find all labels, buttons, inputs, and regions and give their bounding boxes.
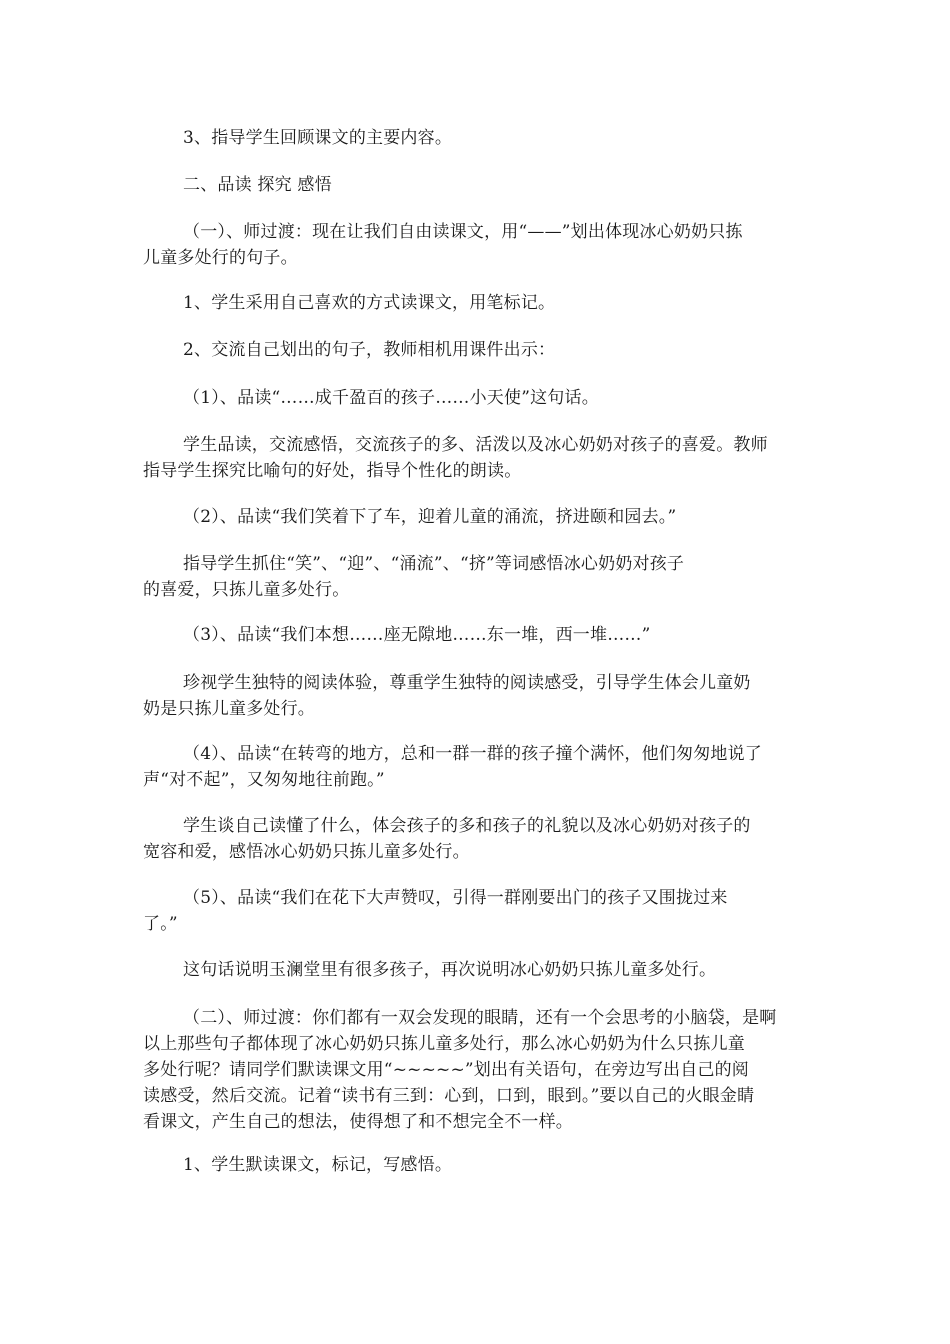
paragraph-text: （二）、师过渡：你们都有一双会发现的眼睛，还有一个会思考的小脑袋，是啊 <box>183 1008 777 1028</box>
paragraph-guide-words <box>143 551 811 603</box>
paragraph-reading-4 <box>143 741 811 793</box>
paragraph-transition-1 <box>143 219 811 271</box>
paragraph-text: 指导学生探究比喻句的好处，指导个性化的朗读。 <box>143 461 522 481</box>
paragraph-sentence-meaning <box>143 957 811 983</box>
paragraph-text: 读感受，然后交流。记着“读书有三到：心到，口到，眼到。”要以自己的火眼金睛 <box>143 1086 755 1106</box>
paragraph-text: 宽容和爱，感悟冰心奶奶只拣儿童多处行。 <box>143 842 470 862</box>
paragraph-reading-5 <box>143 885 811 937</box>
section-heading-2 <box>143 172 811 198</box>
paragraph-text: （3）、品读“我们本想……座无隙地……东一堆，西一堆……” <box>183 625 651 645</box>
paragraph-text: 这句话说明玉澜堂里有很多孩子，再次说明冰心奶奶只拣儿童多处行。 <box>183 960 717 980</box>
paragraph-text: （1）、品读“……成千盈百的孩子……小天使”这句话。 <box>183 388 599 408</box>
paragraph-reading-3 <box>143 622 811 648</box>
paragraph-text: （5）、品读“我们在花下大声赞叹，引得一群刚要出门的孩子又围拢过来 <box>183 888 728 908</box>
paragraph-text: 1、学生采用自己喜欢的方式读课文，用笔标记。 <box>183 293 556 313</box>
paragraph-text: 奶是只拣儿童多处行。 <box>143 699 315 719</box>
paragraph-text: 2、交流自己划出的句子，教师相机用课件出示： <box>183 340 556 360</box>
paragraph-step-1 <box>143 290 811 316</box>
paragraph-text: 3、指导学生回顾课文的主要内容。 <box>183 128 453 148</box>
paragraph-text: 的喜爱，只拣儿童多处行。 <box>143 580 350 600</box>
paragraph-student-talk <box>143 813 811 865</box>
paragraph-text: 指导学生抓住“笑”、“迎”、“涌流”、“挤”等词感悟冰心奶奶对孩子 <box>183 554 685 574</box>
paragraph-text: （一）、师过渡：现在让我们自由读课文，用“——”划出体现冰心奶奶只拣 <box>183 222 743 242</box>
paragraph-silent-reading <box>143 1152 811 1178</box>
paragraph-reading-2 <box>143 504 811 530</box>
paragraph-text: 多处行呢？请同学们默读课文用“~~~~~”划出有关语句，在旁边写出自己的阅 <box>143 1060 750 1080</box>
paragraph-text: （4）、品读“在转弯的地方，总和一群一群的孩子撞个满怀，他们匆匆地说了 <box>183 744 763 764</box>
paragraph-value-experience <box>143 670 811 722</box>
paragraph-student-reading <box>143 432 811 484</box>
paragraph-text: 儿童多处行的句子。 <box>143 248 298 268</box>
paragraph-reading-1 <box>143 385 811 411</box>
paragraph-text: 了。” <box>143 914 178 934</box>
paragraph-step-2 <box>143 337 811 363</box>
paragraph-text: 学生谈自己读懂了什么，体会孩子的多和孩子的礼貌以及冰心奶奶对孩子的 <box>183 816 751 836</box>
paragraph-text: （2）、品读“我们笑着下了车，迎着儿童的涌流，挤进颐和园去。” <box>183 507 677 527</box>
paragraph-text: 珍视学生独特的阅读体验，尊重学生独特的阅读感受，引导学生体会儿童奶 <box>183 673 751 693</box>
paragraph-text: 学生品读，交流感悟，交流孩子的多、活泼以及冰心奶奶对孩子的喜爱。教师 <box>183 435 768 455</box>
paragraph-transition-2 <box>143 1005 811 1135</box>
paragraph-text: 声“对不起”，又匆匆地往前跑。” <box>143 770 385 790</box>
paragraph-text: 1、学生默读课文，标记，写感悟。 <box>183 1155 453 1175</box>
heading-text: 二、品读 探究 感悟 <box>183 175 332 195</box>
paragraph-text: 以上那些句子都体现了冰心奶奶只拣儿童多处行，那么冰心奶奶为什么只拣儿童 <box>143 1034 745 1054</box>
paragraph-text: 看课文，产生自己的想法，使得想了和不想完全不一样。 <box>143 1112 573 1132</box>
paragraph-review-content <box>143 125 811 151</box>
